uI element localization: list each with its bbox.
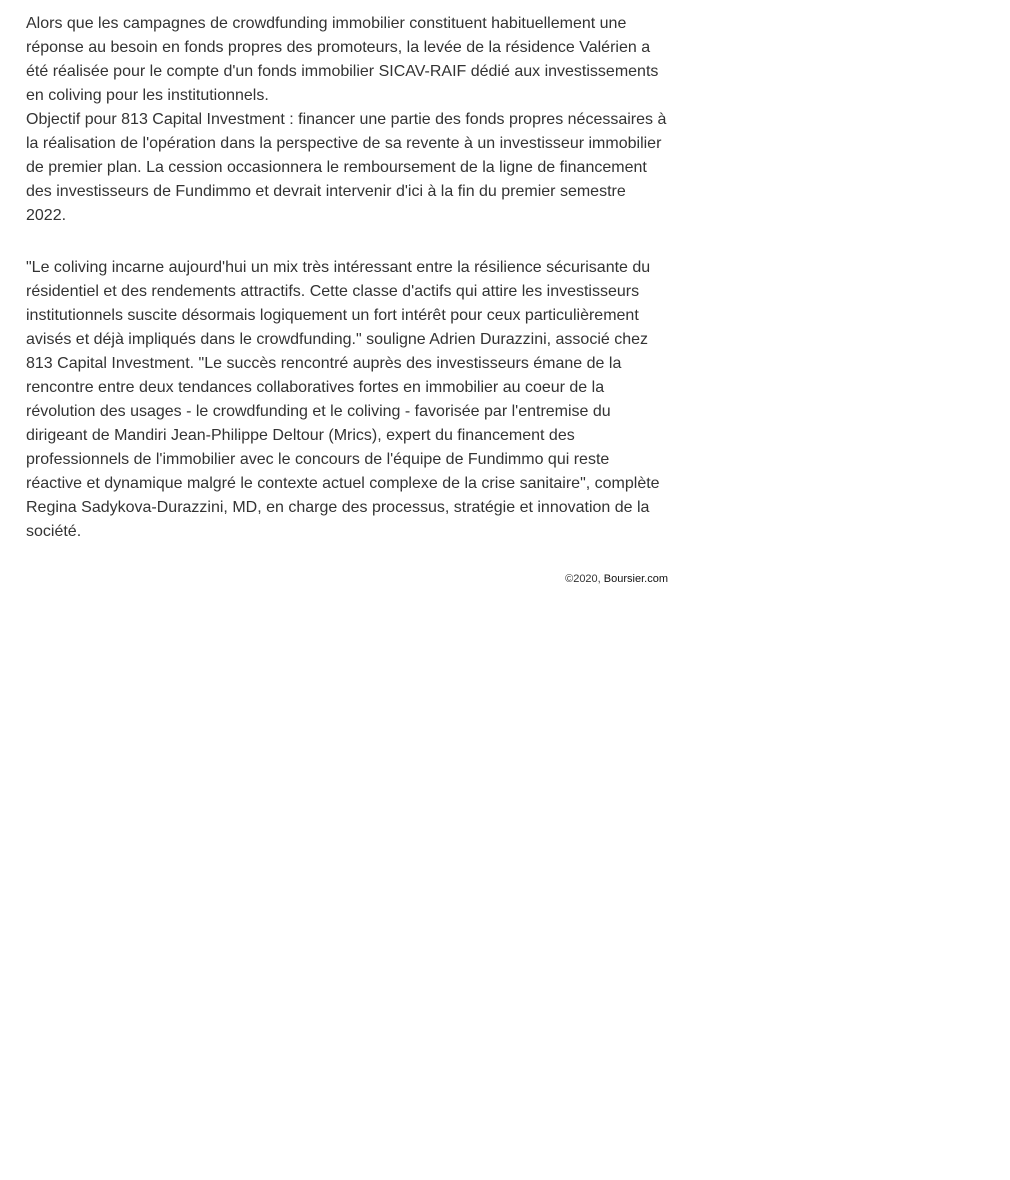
source-name: Boursier.com <box>603 573 668 585</box>
article-body <box>26 12 668 586</box>
copyright-prefix: ©2020, <box>565 573 604 585</box>
article-paragraph-quote: "Le coliving incarne aujourd'hui un mix très intéressant entre la résilience sécurisante du résidentiel et des rendements attractifs. Cette classe d'actifs qui attire les investisseurs institutionnels suscite désormais logiquement un fort intérêt pour ceux particulièrement avisés et déjà impliqués dans le crowdfunding." souligne Adrien Durazzini, associé chez 813 Capital Investment. "Le succès rencontré auprès des investisseurs émane de la rencontre entre deux tendances collaboratives fortes en immobilier au coeur de la révolution des usages - le crowdfunding et le coliving - favorisée par l'entremise du dirigeant de Mandiri Jean-Philippe Deltour (Mrics), expert du financement des professionnels de l'immobilier avec le concours de l'équipe de Fundimmo qui reste réactive et dynamique malgré le contexte actuel complexe de la crise sanitaire", complète Regina Sadykova-Durazzini, MD, en charge des processus, stratégie et innovation de la société. <box>26 259 660 540</box>
article-paragraph: Alors que les campagnes de crowdfunding immobilier constituent habituellement une réponse au besoin en fonds propres des promoteurs, la levée de la résidence Valérien a été réalisée pour le compte d'un fonds immobilier SICAV-RAIF dédié aux investissements en coliving pour les institutionnels. <box>26 15 659 104</box>
paragraph-spacer <box>26 228 668 256</box>
article-paragraph: Objectif pour 813 Capital Investment : financer une partie des fonds propres nécessaires à la réalisation de l'opération dans la perspective de sa revente à un investisseur immobilier de premier plan. La cession occasionnera le remboursement de la ligne de financement des investisseurs de Fundimmo et devrait intervenir d'ici à la fin du premier semestre 2022. <box>26 111 667 224</box>
copyright-line <box>26 572 668 586</box>
